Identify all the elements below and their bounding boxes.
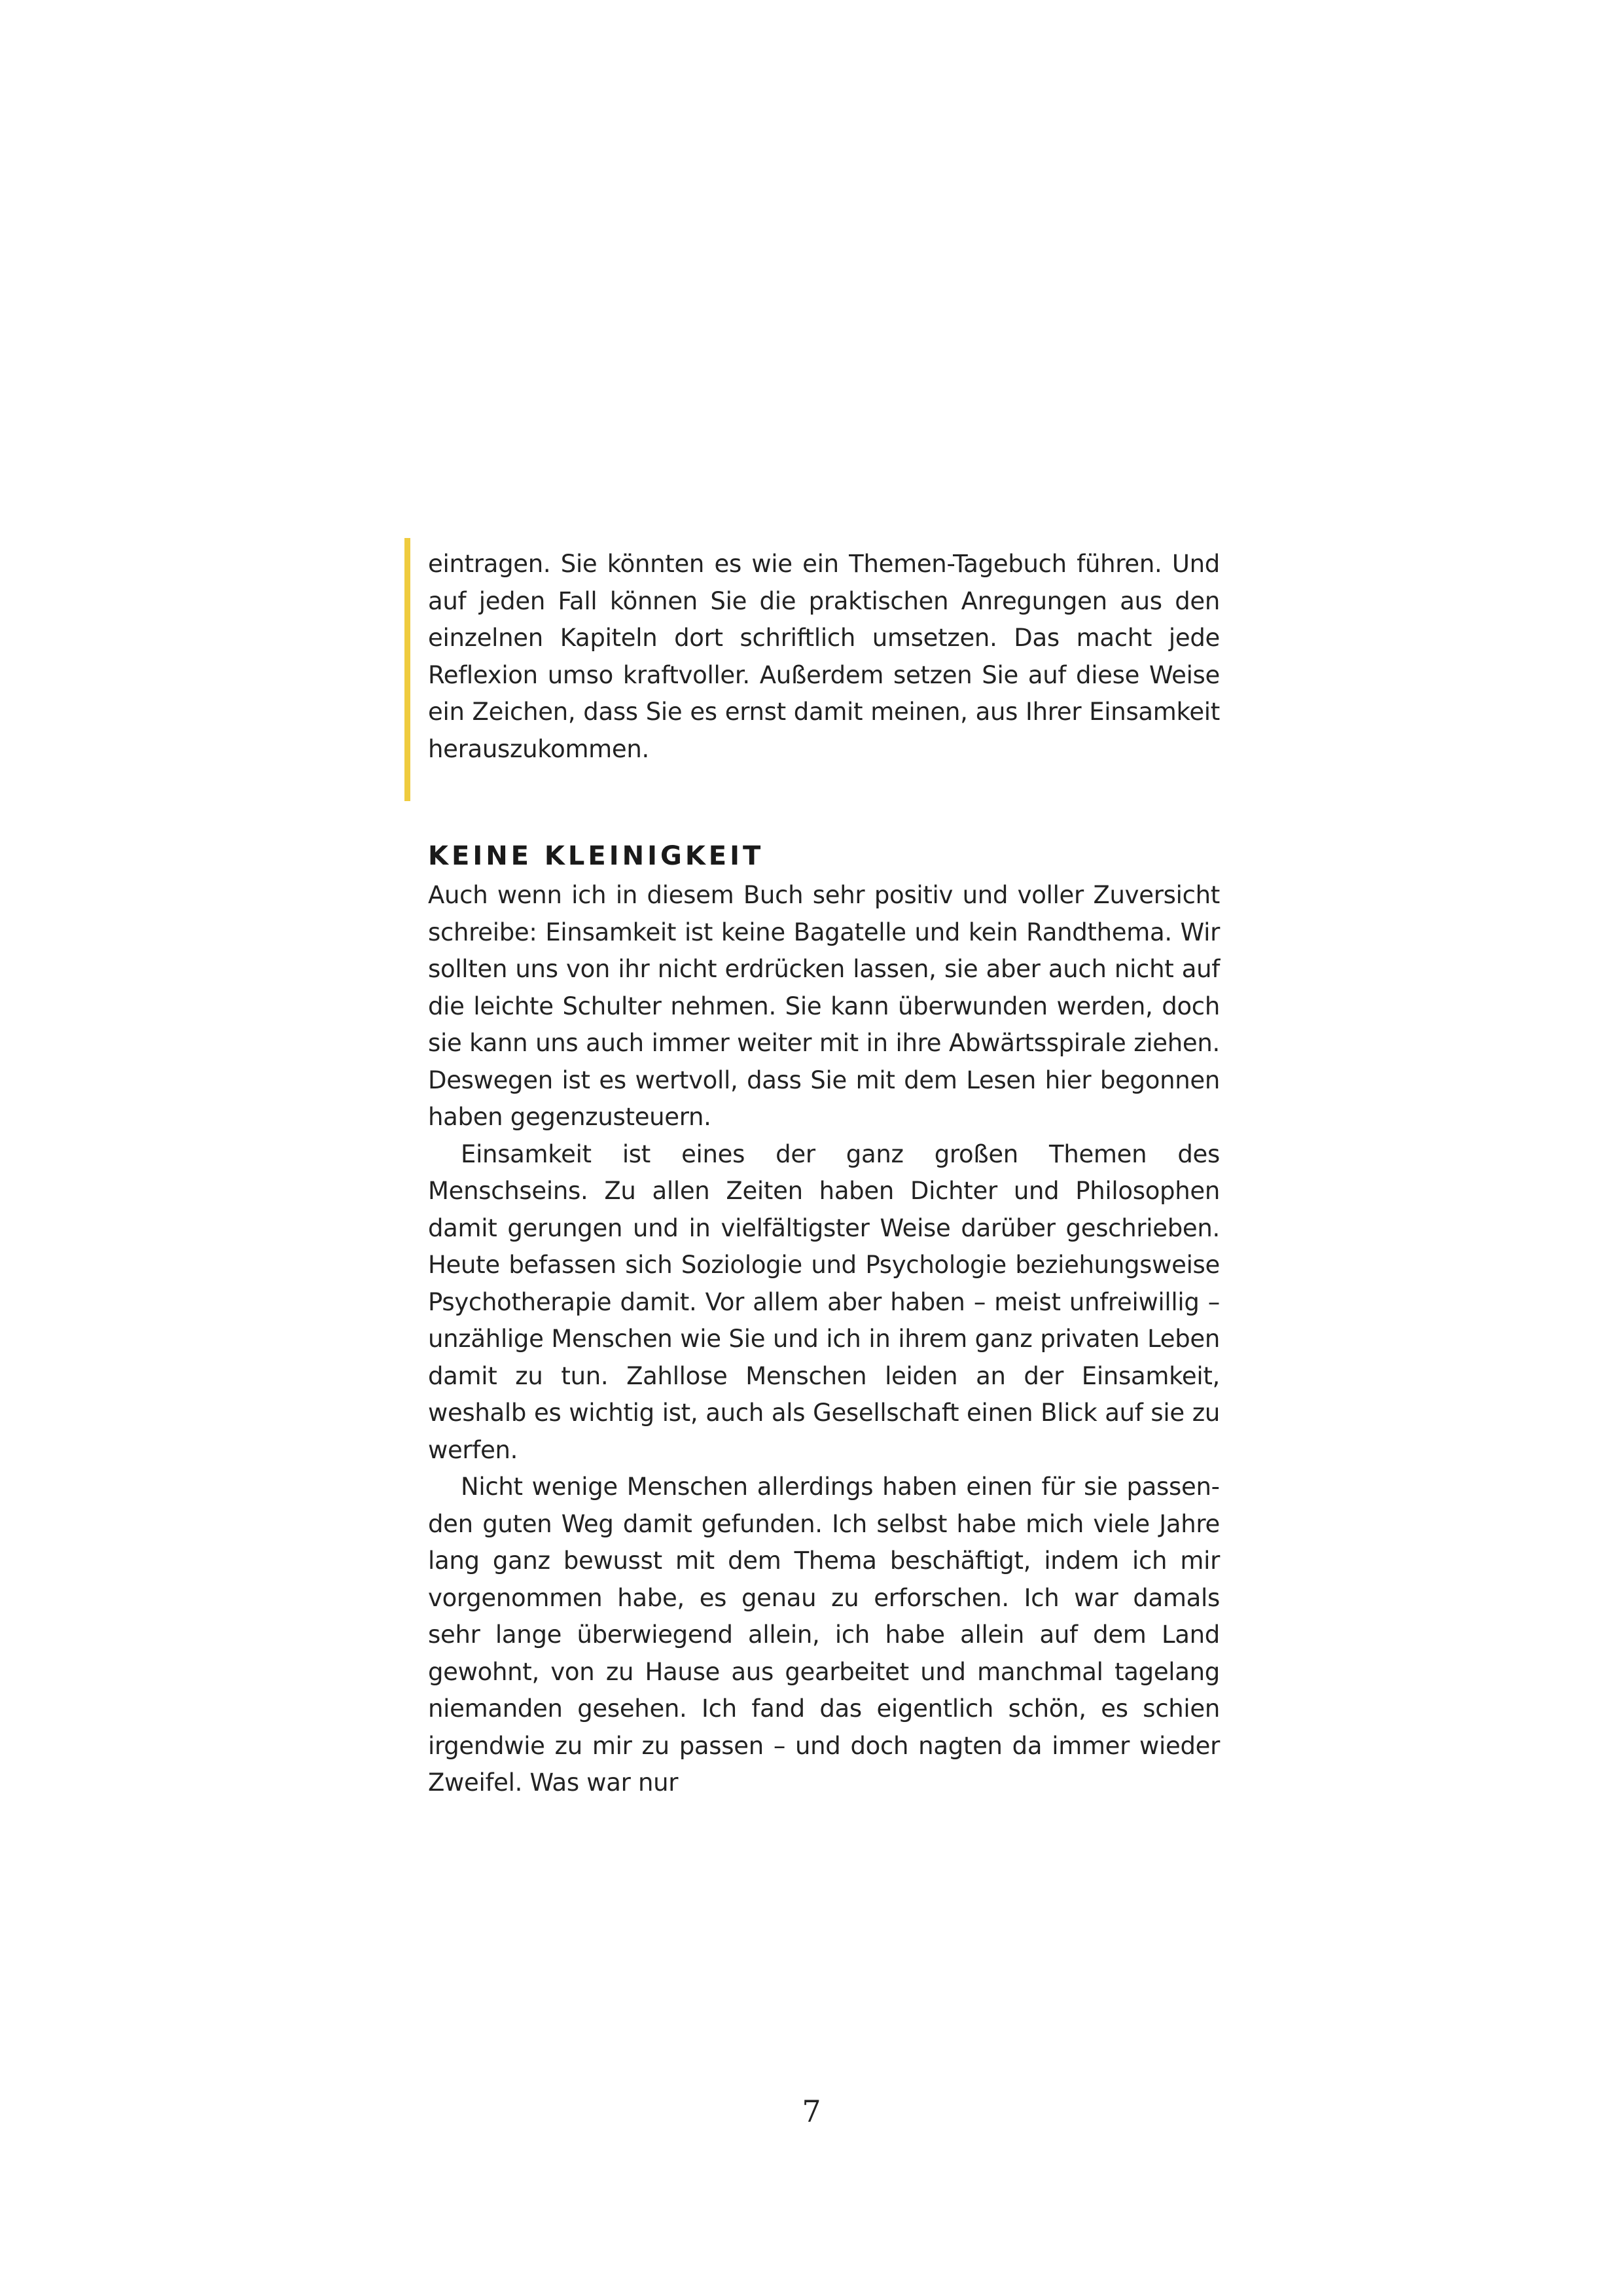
- callout-accent-bar: [404, 538, 410, 801]
- paragraph: Nicht wenige Menschen allerdings haben einen für sie passenden guten Weg damit gefunden. Ich selbst habe mich viele Jahre lang ganz bewusst mit dem Thema beschäftigt, indem ich mir vorgenommen habe, es genau zu erforschen. Ich war damals sehr lange überwiegend allein, ich habe allein auf dem Land gewohnt, von zu Hause aus gearbeitet und manchmal tagelang niemanden gesehen. Ich fand das eigentlich schön, es schien irgendwie zu mir zu passen – und doch nagten da immer wieder Zweifel. Was war nur: [428, 1473, 1220, 1797]
- section-heading: KEINE KLEINIGKEIT: [428, 841, 764, 871]
- paragraph: Auch wenn ich in diesem Buch sehr positiv und voller Zuversicht schreibe: Einsamkeit ist keine Bagatelle und kein Randthema. Wir sollten uns von ihr nicht erdrücken lassen, sie aber auch nicht auf die leichte Schulter nehmen. Sie kann überwunden werden, doch sie kann uns auch immer weiter mit in ihre Abwärtsspirale ziehen. Deswegen ist es wertvoll, dass Sie mit dem Lesen hier begonnen haben gegenzusteuern.: [428, 881, 1220, 1131]
- main-section: [428, 838, 1220, 1802]
- callout-box: [404, 538, 1220, 801]
- callout-paragraph: eintragen. Sie könnten es wie ein Themen-Tagebuch führen. Und auf jeden Fall können Sie die praktischen Anregungen aus den einzelnen Kapiteln dort schriftlich umsetzen. Das macht jede Reflexion umso kraftvoller. Außerdem setzen Sie auf diese Weise ein Zeichen, dass Sie es ernst damit meinen, aus Ihrer Einsamkeit herauszukommen.: [428, 550, 1220, 763]
- paragraph: Einsamkeit ist eines der ganz großen Themen des Menschseins. Zu allen Zeiten haben Dichter und Philosophen damit gerungen und in vielfältigster Weise darüber geschrieben. Heute befassen sich Soziologie und Psychologie beziehungsweise Psychotherapie damit. Vor allem aber haben – meist unfreiwillig – unzählige Menschen wie Sie und ich in ihrem ganz privaten Leben damit zu tun. Zahllose Menschen leiden an der Einsamkeit, weshalb es wichtig ist, auch als Gesellschaft einen Blick auf sie zu werfen.: [428, 1139, 1220, 1464]
- page-number: 7: [802, 2094, 821, 2129]
- callout-text: [428, 546, 1220, 768]
